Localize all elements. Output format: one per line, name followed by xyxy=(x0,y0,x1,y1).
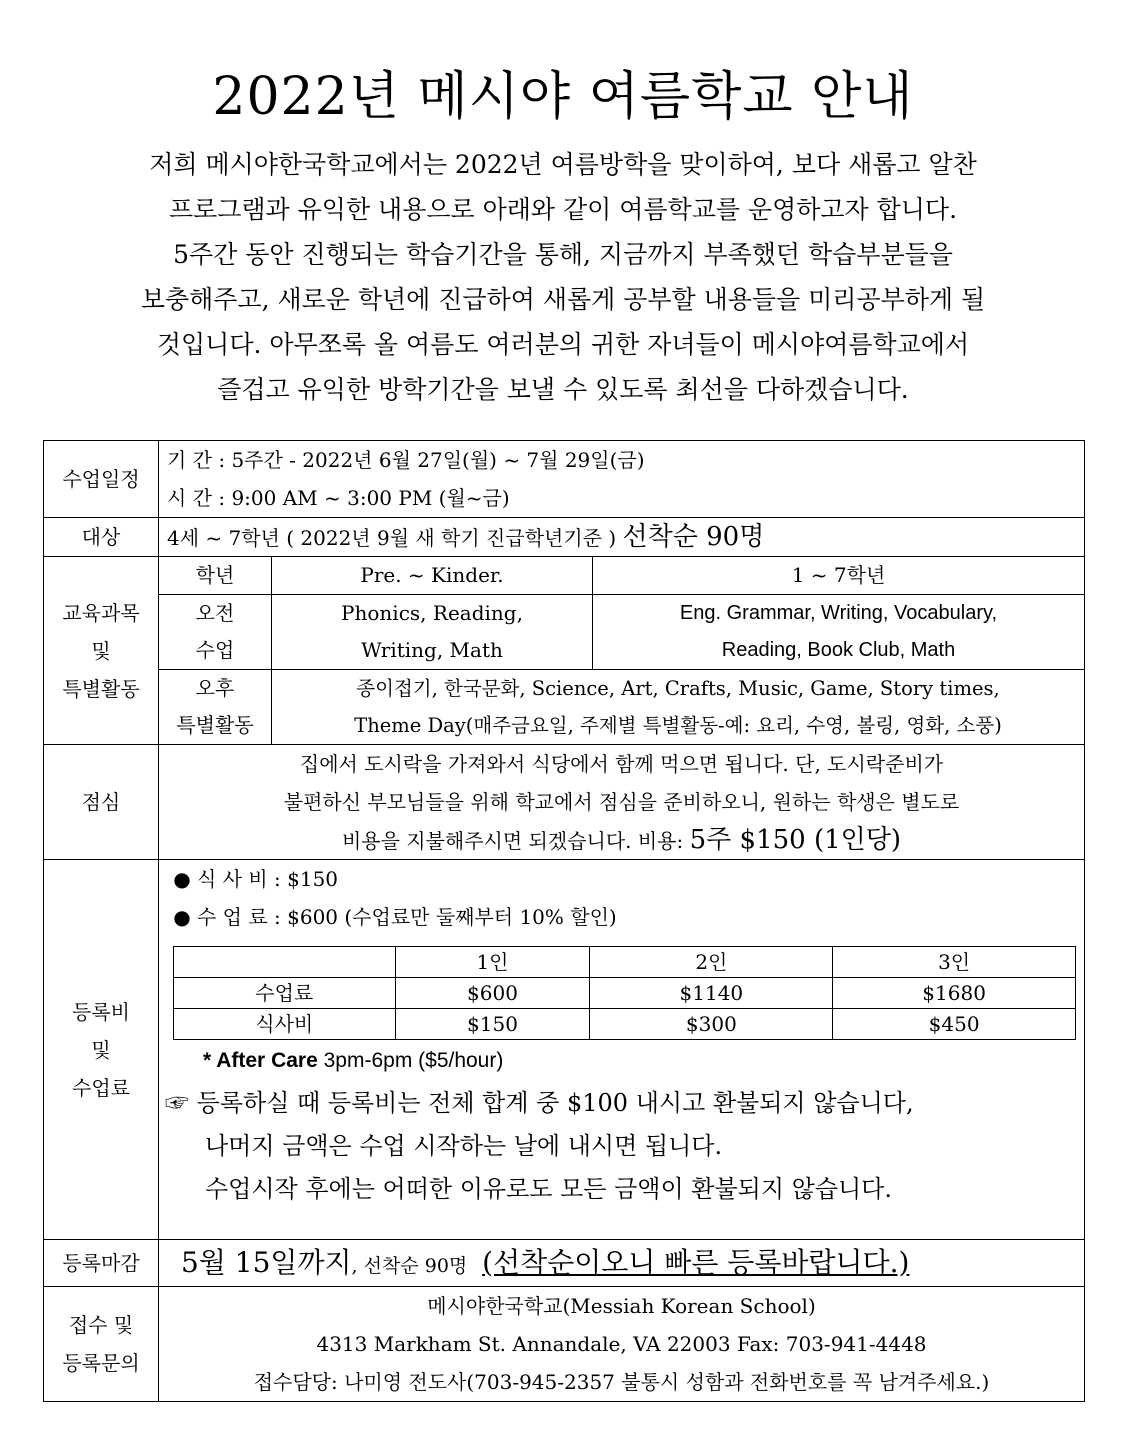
fees-label-line: 수업료 xyxy=(72,1075,130,1100)
aftercare-label: * After Care xyxy=(203,1049,318,1072)
fee-table-header xyxy=(174,947,1076,978)
fee-cell: $1140 xyxy=(590,978,833,1009)
meal-fee: 식 사 비 : $150 xyxy=(197,867,339,891)
intro-line: 5주간 동안 진행되는 학습기간을 통해, 지금까지 부족했던 학습부분들을 xyxy=(173,240,953,269)
refund-note xyxy=(159,1082,1084,1125)
target-content xyxy=(159,518,1085,557)
info-table xyxy=(43,440,1085,1402)
aftercare-detail: 3pm-6pm ($5/hour) xyxy=(323,1049,504,1072)
pm-text-line: Theme Day(매주금요일, 주제별 특별활동-예: 요리, 수영, 볼링, 영화, 소풍) xyxy=(354,714,1002,737)
bullet-icon: ● xyxy=(173,867,191,891)
am-b xyxy=(593,595,1085,670)
pm-label-line: 특별활동 xyxy=(176,713,254,737)
target-capacity: 선착순 90명 xyxy=(622,522,765,552)
lunch-row xyxy=(44,745,1085,860)
am-a xyxy=(272,595,593,670)
intro-line: 것입니다. 아무쪼록 올 여름도 여러분의 귀한 자녀들이 메시야여름학교에서 xyxy=(156,330,970,359)
school-address: 4313 Markham St. Annandale, VA 22003 Fax: 703-941-4448 xyxy=(316,1332,927,1356)
am-a-line: Writing, Math xyxy=(361,638,503,662)
target-row xyxy=(44,518,1085,557)
fee-cell: $150 xyxy=(395,1009,590,1040)
curriculum-label-line: 및 xyxy=(91,638,111,663)
grade-a: Pre. ~ Kinder. xyxy=(272,557,593,595)
deadline-content xyxy=(159,1240,1085,1287)
curriculum-content xyxy=(159,557,1085,745)
contact-label-line: 등록문의 xyxy=(62,1351,140,1375)
lunch-content xyxy=(159,745,1085,860)
fee-table-row xyxy=(174,1009,1076,1040)
schedule-period: 기 간 : 5주간 - 2022년 6월 27일(월) ~ 7월 29일(금) xyxy=(167,448,645,472)
curriculum-label-line: 특별활동 xyxy=(62,676,140,701)
schedule-label: 수업일정 xyxy=(44,441,159,518)
schedule-row xyxy=(44,441,1085,518)
contact-label xyxy=(44,1287,159,1402)
deadline-urge: (선착순이오니 빠른 등록바랍니다.) xyxy=(482,1246,910,1279)
fee-table xyxy=(173,946,1076,1040)
target-text: 4세 ~ 7학년 ( 2022년 9월 새 학기 진급학년기준 ) xyxy=(167,526,617,550)
pm-text-line: 종이접기, 한국문화, Science, Art, Crafts, Music, Game, Story times, xyxy=(356,677,1000,700)
school-name: 메시야한국학교(Messiah Korean School) xyxy=(427,1294,816,1318)
page-title: 2022년 메시야 여름학교 안내 xyxy=(212,67,914,127)
bullet-icon: ● xyxy=(173,905,191,929)
fee-cell: $450 xyxy=(833,1009,1076,1040)
lunch-label: 점심 xyxy=(44,745,159,860)
tuition-fee: 수 업 료 : $600 (수업료만 둘째부터 10% 할인) xyxy=(197,905,617,929)
target-label: 대상 xyxy=(44,518,159,557)
hand-pointing-icon: ☞ xyxy=(165,1089,189,1117)
target-line xyxy=(159,518,1084,556)
curriculum-label xyxy=(44,557,159,745)
fees-row xyxy=(44,860,1085,1240)
intro-line: 보충해주고, 새로운 학년에 진급하여 새롭게 공부할 내용들을 미리공부하게 될 xyxy=(140,285,986,314)
am-label xyxy=(159,595,272,670)
grade-b: 1 ~ 7학년 xyxy=(593,557,1085,595)
lunch-cost-label: 비용을 지불해주시면 되겠습니다. 비용: xyxy=(341,829,684,853)
fees-label-line: 및 xyxy=(91,1037,111,1062)
am-a-line: Phonics, Reading, xyxy=(341,601,523,625)
refund-note-line: 등록하실 때 등록비는 전체 합계 중 $100 내시고 환불되지 않습니다, xyxy=(196,1089,914,1117)
intro-line: 즐겁고 유익한 방학기간을 보낼 수 있도록 최선을 다하겠습니다. xyxy=(217,375,909,404)
fee-header-cell: 1인 xyxy=(395,947,590,978)
deadline-capacity: , 선착순 90명 xyxy=(351,1255,468,1277)
am-label-line: 오전 xyxy=(195,601,235,625)
pm-label-line: 오후 xyxy=(195,676,235,700)
intro-paragraph xyxy=(40,142,1086,412)
fee-cell: $600 xyxy=(395,978,590,1009)
refund-note-line: 나머지 금액은 수업 시작하는 날에 내시면 됩니다. xyxy=(205,1132,723,1160)
fee-table-row xyxy=(174,978,1076,1009)
grade-label: 학년 xyxy=(159,557,272,595)
tuition-fee-item xyxy=(159,898,1084,936)
deadline-label: 등록마감 xyxy=(44,1240,159,1287)
fee-cell: $1680 xyxy=(833,978,1076,1009)
am-label-line: 수업 xyxy=(195,638,235,662)
meal-fee-item xyxy=(159,860,1084,898)
lunch-cost: 5주 $150 (1인당) xyxy=(689,825,902,855)
fee-header-cell: 3인 xyxy=(833,947,1076,978)
contact-label-line: 접수 및 xyxy=(68,1313,134,1337)
contact-person: 접수담당: 나미영 전도사(703-945-2357 불통시 성함과 전화번호를 꼭 남겨주세요.) xyxy=(253,1370,990,1394)
fees-content xyxy=(159,860,1085,1240)
fee-header-cell xyxy=(174,947,396,978)
deadline-row xyxy=(44,1240,1085,1287)
contact-row xyxy=(44,1287,1085,1402)
lunch-line: 불편하신 부모님들을 위해 학교에서 점심을 준비하오니, 원하는 학생은 별도로 xyxy=(283,790,960,814)
intro-line: 저희 메시야한국학교에서는 2022년 여름방학을 맞이하여, 보다 새롭고 알찬 xyxy=(149,150,977,179)
contact-content xyxy=(159,1287,1085,1402)
intro-line: 프로그램과 유익한 내용으로 아래와 같이 여름학교를 운영하고자 합니다. xyxy=(168,195,958,224)
refund-note-line: 수업시작 후에는 어떠한 이유로도 모든 금액이 환불되지 않습니다. xyxy=(205,1175,892,1203)
curriculum-table xyxy=(158,556,1085,745)
deadline-line xyxy=(159,1240,1084,1286)
fees-label xyxy=(44,860,159,1240)
lunch-line: 집에서 도시락을 가져와서 식당에서 함께 먹으면 됩니다. 단, 도시락준비가 xyxy=(299,752,944,776)
fee-cell: 식사비 xyxy=(174,1009,396,1040)
am-b-line: Reading, Book Club, Math xyxy=(721,639,956,661)
fees-label-line: 등록비 xyxy=(72,999,130,1024)
fee-cell: 수업료 xyxy=(174,978,396,1009)
schedule-content xyxy=(159,441,1085,518)
lunch-line xyxy=(159,821,1084,859)
deadline-date: 5월 15일까지 xyxy=(181,1246,352,1279)
aftercare-note xyxy=(159,1040,1084,1082)
fee-cell: $300 xyxy=(590,1009,833,1040)
pm-label xyxy=(159,670,272,745)
am-b-line: Eng. Grammar, Writing, Vocabulary, xyxy=(679,602,998,624)
schedule-time: 시 간 : 9:00 AM ~ 3:00 PM (월~금) xyxy=(167,486,510,510)
pm-text xyxy=(272,670,1085,745)
curriculum-label-line: 교육과목 xyxy=(62,600,140,625)
curriculum-row xyxy=(44,557,1085,745)
fee-header-cell: 2인 xyxy=(590,947,833,978)
